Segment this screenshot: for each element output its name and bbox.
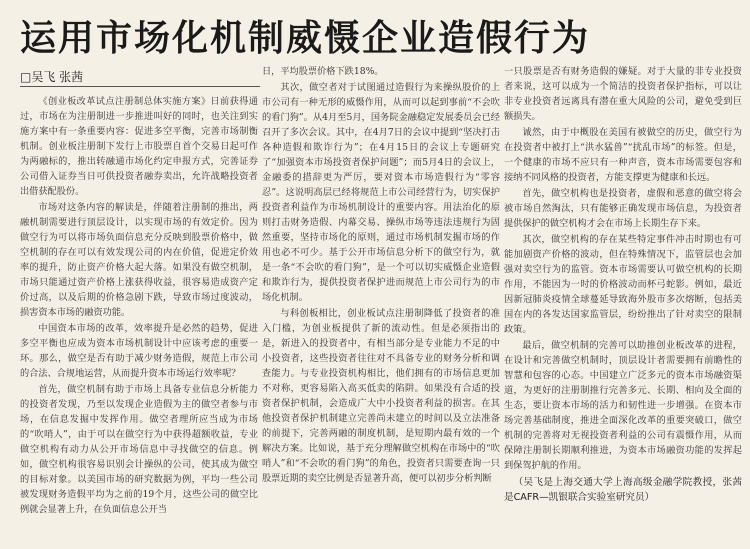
byline-rule — [20, 86, 260, 87]
column-left — [20, 94, 258, 544]
paragraph: 首先，做空机制有助于市场上具备专业信息分析能力的投资者发现，乃至以发现企业造假为主的做空者参与市场，在信息发掘中发挥作用。做空者理所应当成为市场的“吹哨人”，由于可以在做空行为中获得超额收益，专业做空机构有动力从公开市场信息中寻找做空的信息。例如，做空机构很容易识别会计操纵的公司，使其成为做空的目标对象。以美国市场的研究数据为例，平均一些公司被发现财务造假平均为之前的19个月，这些公司的做空比例就会显著上升，在负面信息公开当 — [20, 384, 258, 515]
paragraph: 中国资本市场的改革，效率提升是必然的趋势，促进多空平衡也应成为资本市场机制设计中应该考虑的重要一环。那么，做空是否有助于减少财务造假，规范上市公司的合法、合规地运营，从而提升资本市场运行效率呢？ — [20, 323, 258, 379]
paragraph: 日，平均股票价格下跌18%。 — [262, 66, 384, 77]
paragraph: 其次，做空机构的存在某些特定事件冲击时期也有可能加剧资产价格的波动，但在特殊情况下，监管层也会加强对卖空行为的监管。资本市场需要认可做空机构的长期作用，不能因为一时的价格波动而杯弓蛇影。例如，最近因新冠肺炎疫情全球蔓延导致海外股市多次熔断，包括美国在内的各发达国家监管层，纷纷推出了针对卖空的限制政策。 — [504, 234, 742, 335]
paragraph: 诚然，由于中概股在美国有被做空的历史，做空行为在投资者中被打上“洪水猛兽”“扰乱市场”的标签。但是，一个健康的市场不应只有一种声音，资本市场需要包容和接纳不同风格的投资者，方能支撑更为健康和长远。 — [504, 127, 742, 183]
paragraph: 其次，做空者对于试图通过造假行为来操纵股价的上市公司有一种无形的威慑作用，从而可以起到事前“不会吹的看门狗”。从4月至5月，国务院金融稳定发展委员会已经召开了多次会议。其中，在4月7日的会议中提到“坚决打击各种造假和欺诈行为”；在4月15日的会议上专题研究了“加强资本市场投资者保护问题”；而5月4日的会议上，金融委的措辞更为严厉，要对资本市场造假行为“零容忍”。这说明高层已经将规范上市公司经营行为，切实保护投资者利益作为市场机制设计的重要内容。用法治化的原则打击财务造假、内幕交易、操纵市场等违法违规行为固然重要，坚持市场化的原则，通过市场机制发掘市场的作用也必不可少。基于公开市场信息分析下的做空行为，就是一条“不会吹的看门狗”，是一个可以切实威慑企业造假和欺诈行为，提供投资者保护进而规范上市公司行为的市场化机制。 — [262, 82, 500, 303]
author-note: （吴飞是上海交通大学上海高级金融学院教授，张茜是CAFR—凯银联合实验室研究员） — [504, 477, 742, 503]
byline: □吴飞 张茜 — [20, 70, 84, 84]
paragraph: 市场对这条内容的解读是，伴随着注册制的推出，两融机制需要进行顶层设计，以实现市场的有效定价。因为做空行为可以将市场负面信息充分反映到股票价格中，做空机制的存在可以有效发现公司的内在价值，促进定价效率的提升，防止资产价格大起大落。如果没有做空机制，市场只能通过资产价格上涨获得收益，很容易造成资产定价过高，以及后期的价格急剧下跌，导致市场过度波动，损害资本市场的融资功能。 — [20, 202, 258, 318]
column-right — [504, 64, 742, 544]
paragraph: 与科创板相比，创业板试点注册制降低了投资者的准入门槛，为创业板提供了新的流动性。但是必须指出的是，新进入的投资者中，有相当部分是专业能力不足的中小投资者，这些投资者往往对不具备专业的财务分析和调查能力。与专业投资机构相比，他们拥有的市场信息更加不对称，更容易陷入高买低卖的陷阱。如果没有合适的投资者保护机制，会造成广大中小投资者利益的损害。在其他投资者保护机制建立完善尚未建立的时间以及立法准备的前提下，完善两融的制度机制，是短期内最有效的一个解决方案。比如说，基于充分理解做空机构在市场中的“吹哨人”和“不会吹的看门狗”的角色，投资者只需要查询一只股票近期的卖空比例是否显著升高，便可以初步分析判断 — [262, 308, 500, 484]
headline: 运用市场化机制威慑企业造假行为 — [20, 18, 591, 59]
column-middle — [262, 64, 500, 544]
paragraph: 一只股票是否有财务造假的嫌疑。对于大量的非专业投资者来说，这可以成为一个简洁的投资者保护指标，可以让非专业投资者远离具有潜在重大风险的公司，避免受到巨额损失。 — [504, 66, 742, 122]
paragraph: 《创业板改革试点注册制总体实施方案》日前获得通过，市场在为注册制进一步推进叫好的同时，也关注到实施方案中有一条重要内容：促进多空平衡，完善市场制衡机制。创业板注册制下发行上市股票自首个交易日起可作为两融标的，推出转融通市场化约定申报方式，完善证券公司借入证券当日可供投资者融券卖出，允许战略投资者出借获配股份。 — [20, 96, 258, 197]
paragraph: 首先，做空机构也是投资者，虚假和恶意的做空将会被市场自然淘汰，只有能够正确发现市场信息，为投资者提供保护的做空机构才会在市场上长期生存下来。 — [504, 188, 742, 229]
paragraph: 最后，做空机制的完善可以助推创业板改革的进程，在设计和完善做空机制时，顶层设计者需要拥有前瞻性的智慧和包容的心态。中国建立广泛多元的资本市场融资渠道，为更好的注册制推行完善多元、长期、相向及全面的生态，要让资本市场的活力和韧性进一步增强。在资本市场完善基础制度，推进全面深化改革的重要突破口，做空机制的完善将对无视投资者利益的公司有震慑作用，从而保障注册制长期顺利推进，为资本市场融资功能的发挥起到保驾护航的作用。 — [504, 340, 742, 471]
